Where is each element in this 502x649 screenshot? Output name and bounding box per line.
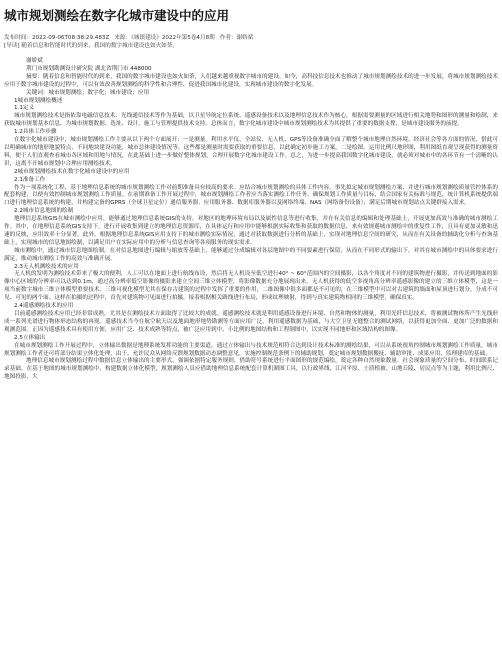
article-summary: [导读] 随着信息和智能时代的到来，我国的数字城市建设也如火如荼， (4, 43, 178, 49)
section-heading: 1城市规划测绘概述 (14, 97, 63, 104)
body-paragraph: 地理信息系统GIS在城市测绘中应用，能够通过地理信息系统GIS的支持，对地区的地理环境布局以及属性信息等进行收集，并在有关信息的编辑和处理基础上，开展更加高效与准确的城市测绘工作。其中，在地理信息系统GIS支持下，进行开展收集到建立的地理信息资源库，在具体运行和应用中能够根据实际收集和获取的数据信息，来有效规避城市测绘中的重复性工作，且具有更加灵敏和迅速的反映，应用效率十分显著。此外，根据地理信息系统GIS应用支持下的城市测绘实际情况，通过对获取数据进行分析的基础上，实现对地理信息空间的研究，从而在有关设备的辅助化分析与查询基础上，实现城市的信息地图绘制，以满足用户在实际应用中的分析与信息查询等各项服务的现实需求。 (4, 216, 498, 246)
article-author: 作者：谢娇斌 (219, 35, 254, 41)
subsection-heading: 2.3无人机测绘技术的应用 (14, 263, 79, 270)
article-body (4, 58, 498, 382)
author-name: 谢娇斌 (26, 58, 43, 64)
article-meta (4, 34, 498, 42)
subsection-heading: 1.1定义 (14, 105, 35, 112)
body-paragraph: 城市测绘中，通过城市信息地图绘制，在对信息地图进行编辑与缩放等基础上，能够通过分成编辑对各层地图中的不同要素进行保留，从而在不同形式的输出下，对其在城市测绘中的具体要求进行满足，推动城市测绘工作的高效与准确开展。 (4, 247, 498, 262)
subsection-heading: 2.2城市信息地图的绘制 (14, 208, 74, 215)
article-title: 城市规划测绘在数字化城市建设中的应用 (4, 8, 230, 23)
subsection-heading: 2.1准备工作 (14, 176, 46, 183)
body-paragraph: 城市规划测绘技术是指依靠电磁信息技术、光线通信技术等作为基础，以卫星导航定位系统、遥感设备技术以及地理信息技术作为核心，根据需要测量的区域进行相关地势和图形的测量和绘制，来获取城市规划基本信息，为城市规划数据、选址、设计、施工与管理提供技术支持。总体而言，数字化城市建设中城市规划测绘技术为其提供了重要的数据支撑，是城市建设服务的前提。 (4, 113, 498, 128)
keywords: 关键词：城市规划测绘；数字化；城市建设；应用 (26, 89, 150, 96)
body-paragraph: 地理信息城市规划测绘过程中数据信息立体输出的主要形式，强调依据特定服务规则，借助符号系统进行平面图形的规范编绘，奠定各种自然现象数量、社会现象质量的空间分布、时间联系记录基础。在基于地图的城市规划测绘中，构建数据立体化模型，规划测绘人员应借助地理信息系统配套计算机制图工具，以行政界线、江河平原、土质植被、山地丘陵、居民点等为主题，利用比例尺、地图投影、大 (4, 358, 498, 381)
author-affiliation: 荆门市规划勘测设计研究院 湖北省荆门市 448000 (26, 65, 152, 72)
body-paragraph: 无人机的发明为测绘技术带来了极大的便利，人工可以在地面上进行航线布设，然后将无人机设至低空进行40° ~ 60°范围内的空间摄影，以各个角度对不同的建筑物进行摄影，并传送到地面的影像中心区域的分辨率可以达到0.1m，通过高分辨率低空影像的摄影来建立空间三维立体模型，将影像数据充分地展现出来，无人机获得的低空多视角高分辨率遥感影像的建立的三维立体模型，这是一项当前数字城市三维立体模型重要技术。三维可视化模型尤其在保存古建筑的过程中发挥了重要的作用，二维图像中很多面都是不可见的，在三维模型中可以对古建筑的墙面和屋顶进行划分，分成不可见、可见的两个面。这样在拍摄的过程中，首先对建筑物可见面进行拍摄，接着根据相关路线进行布局，形成纹理映射，得到与真实建筑物相同的三维模型，确保真实。 (4, 271, 498, 302)
body-paragraph: 在数字化城市建设中，城市规划测绘工作主要从以下两个方面展开：一是测量。利用水平仪、全站仪、无人机、GPS等设备准确全面了解整个城市地理自然环境、经济社会等各方面的情况，借此可以明确城市的地形地貌特点，不同地块建设功能，城市总体建设情况等，这些都是测量时需要获取的重要信息，以此确定初步施工方案。二是绘图。运用比例尺地形图，利用图纸直观呈现获得的测量资料，便于人们直观查看城市各区域和用地与情况，在此基础上进一步做好整体规划，合理开展数字化城市建设工作。总之，为进一步提高我国数字化城市建设，就必须对城市中的各环节有一个清晰的认识，这离不开城市规划中合理应用测绘技术。 (4, 137, 498, 167)
body-paragraph: 目前遥感测绘技术应用已经非常成熟，尤其是在测绘技术方面取得了比较大的成就。遥感测绘技术就是利用遥感设备进行环境、自然和物体的测量，利用光纤信息技术，将被测试物体所产生光线形成一系列光谱进行物体形态结构的再现。遥感技术当今在航空航天以及地面地形地势勘测等方面应用广泛，利用遥感数据为基础，与大空卫星无缝整合的测试网络，以获得更加全面、更加广泛的数据和观测范围。正因为遥感技术具有使用方便、应用广泛、技术成熟等特点，被广泛应用到中、小比例的地图结构和工程制图中，以实现不同地形和区域结构的图像。 (4, 311, 498, 333)
subsection-heading: 2.5立体输出 (14, 334, 46, 341)
body-paragraph: 作为一项系统化工程，基于地理信息系统的城市规划测绘工作对前期准备具有较高的要求。应结合城市规划测绘的具体工作内容，事先拟定城市规划测绘方案，并进行城市规划测绘质量管控体系的配套构建，以便有效控制城市规划测绘工作质量。在前期准备工作开展过程中，城市规划测绘工作者应当落实测绘工作任务、确保规划工作质量与目标，结合国家有关标准与规范，统计算机系统提供端口进行地理信息系统的构建，并构建完备的GPRS（全球卫星定位）通信服务器、应用服务器、数据库服务器以及网络终端、NAS（网络备份设备），满足后期城市规划站点关键群接入需求。 (4, 184, 498, 207)
section-heading: 2城市规划测绘技术在数字化城市建设中的应用 (14, 168, 130, 175)
abstract: 摘要：随着信息和智能时代的到来，我国的数字城市建设也如火如荼，人们越来越重视数字城市的建设。如今，高科技信息技术也推动了城市规划测绘技术的进一步发展，将城市规划测绘技术应用于数字城市建设的过程中，可以有效改善规划测绘的科学性和合理性，促进我国城市化建设，实现城市建设的数字化发展。 (4, 73, 498, 88)
body-paragraph: 在城市规划测绘工作开展过程中，立体输出数据是地理系统发挥功能的主要渠道。通过立体输出与技术规范相符合达到设计技术标准的测绘结果，可以从系统视角控制城市规划测绘工作质量。城市规划测绘工作者还可将部分结果立体化处理，由于，允许民众从网络反馈规划数据动态调整意见，实施控制规范条例下的辅助规划，奠定城市规划数据搬抚、辅助审批、成果应用、监理建库的基础。 (4, 342, 498, 357)
publish-date: 发布时间：2022-09-06T08:38:29.483Z (4, 35, 110, 41)
article-source: 来源：《城镇建设》2022年第5卷4月8期 (114, 35, 215, 41)
subsection-heading: 2.4遥感测绘技术的应用 (14, 303, 74, 310)
subsection-heading: 1.2具体工作步骤 (14, 129, 57, 136)
